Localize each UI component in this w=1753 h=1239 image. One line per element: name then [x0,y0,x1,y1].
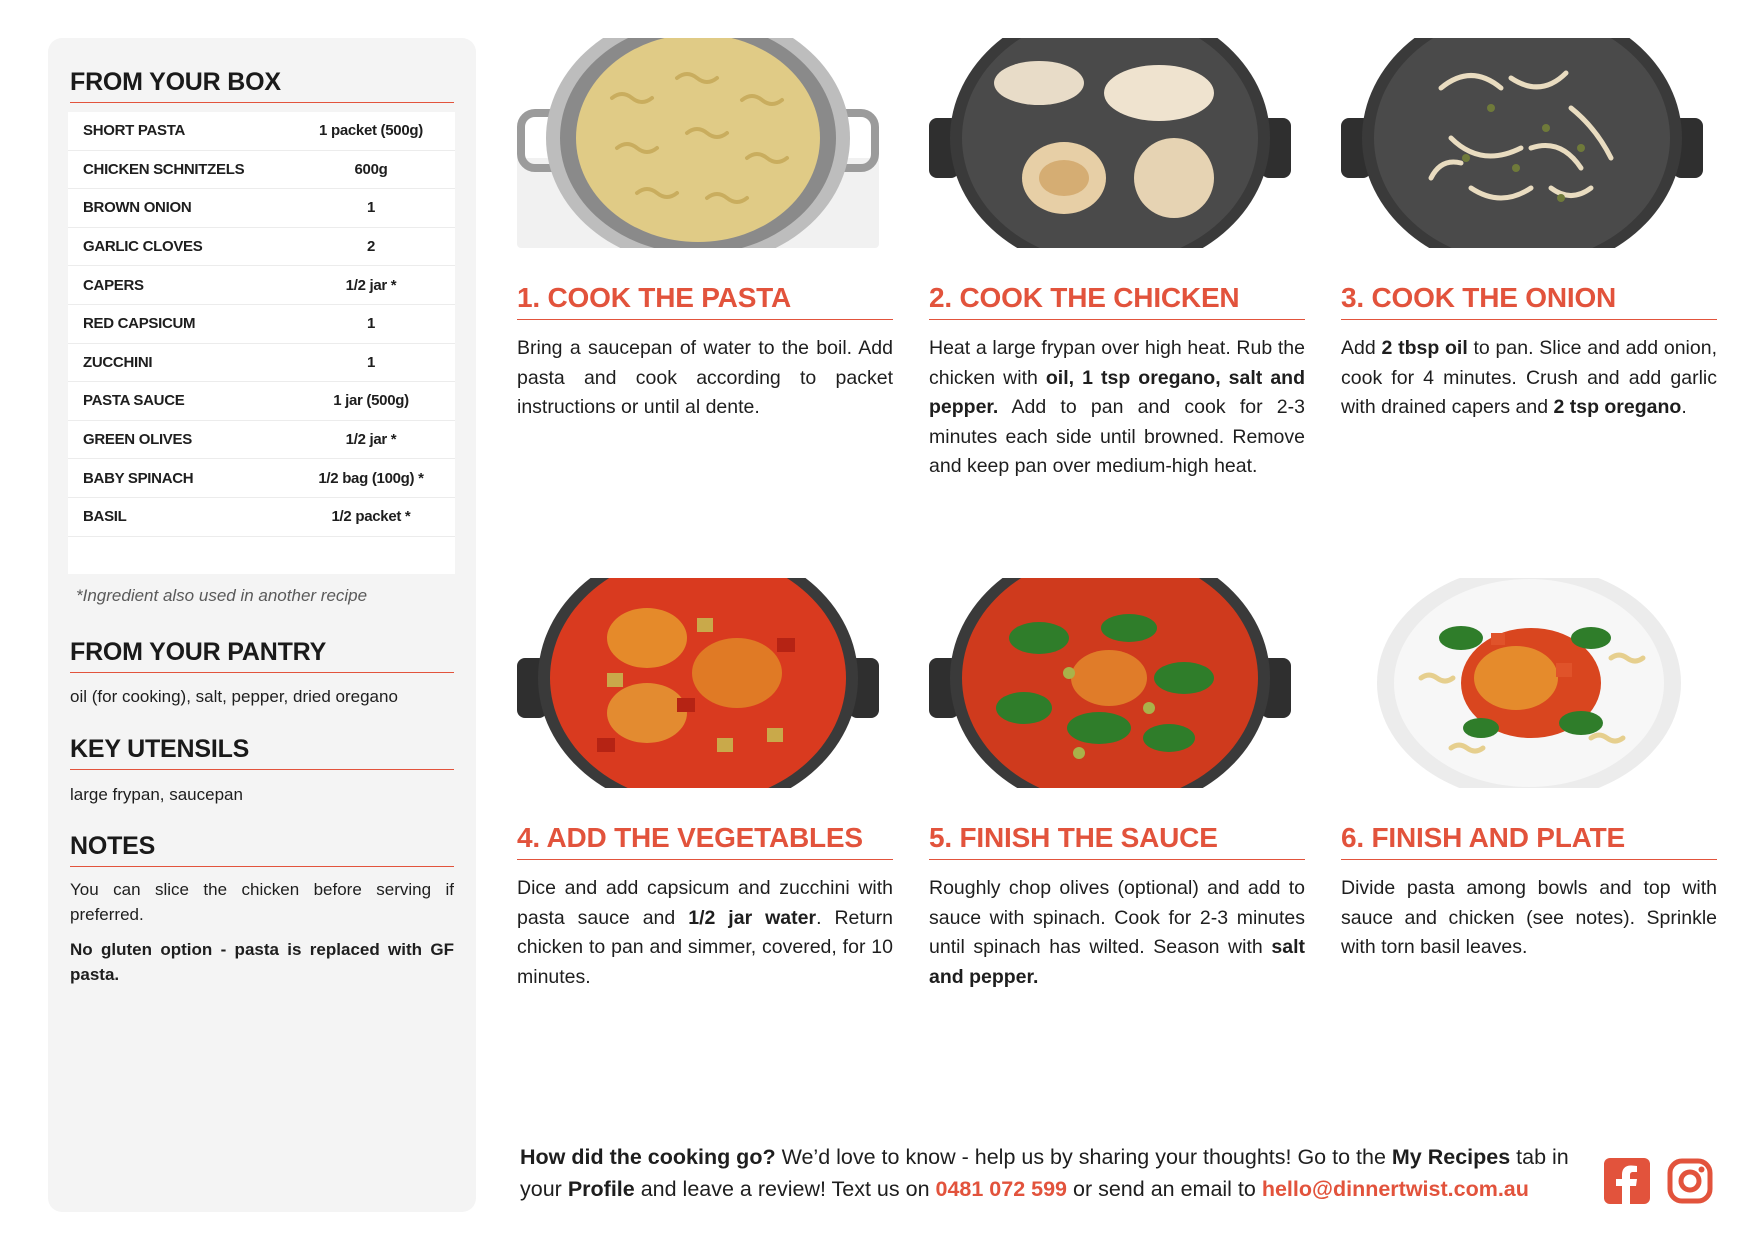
feedback-question: How did the cooking go? [520,1145,776,1169]
from-your-pantry-title: FROM YOUR PANTRY [70,638,454,673]
step-2-title: 2. COOK THE CHICKEN [929,282,1305,320]
step-6-text: Divide pasta among bowls and top with sauce and chicken (see notes). Sprinkle with torn basil leaves. [1341,877,1717,958]
ingredient-name: CHICKEN SCHNITZELS [83,160,245,178]
ingredient-row [68,305,455,344]
step-1-title: 1. COOK THE PASTA [517,282,893,320]
ingredient-row [68,266,455,305]
ingredient-name: ZUCCHINI [83,353,153,371]
ingredient-row [68,112,455,151]
onion-frypan-photo [1341,38,1703,248]
ingredients-panel [48,38,476,1212]
step-6-image [1341,578,1703,788]
ingredient-name: GREEN OLIVES [83,431,192,449]
ingredient-qty: 1/2 jar * [345,431,397,449]
step-1 [517,38,893,423]
ingredient-name: BASIL [83,508,127,526]
facebook-icon[interactable] [1604,1158,1650,1204]
profile-link: Profile [567,1176,635,1201]
notes-title: NOTES [70,832,454,867]
spinach-sauce-photo [929,578,1291,788]
step-1-image [517,38,879,248]
feedback-footer: How did the cooking go? We’d love to know - help us by sharing your thoughts! Go to the My Recipes tab in your Profile and leave a review! Text us on 0481 072 599 or send an email to hello@dinnertwist.com.au [520,1145,1569,1201]
ingredient-qty: 600g [354,160,388,178]
ingredient-row [68,498,455,537]
ingredient-name: GARLIC CLOVES [83,238,203,256]
ingredient-qty: 1/2 packet * [331,508,411,526]
ingredient-name: PASTA SAUCE [83,392,185,410]
step-2-image [929,38,1291,248]
ingredient-qty: 1 [366,353,376,371]
step-4-image [517,578,879,788]
step-3-title: 3. COOK THE ONION [1341,282,1717,320]
ingredient-qty: 1 [366,199,376,217]
key-utensils-title: KEY UTENSILS [70,735,454,770]
ingredients-table [68,112,455,574]
step-1-text: Bring a saucepan of water to the boil. Add pasta and cook according to packet instructions or until al dente. [517,337,893,418]
ingredient-row [68,459,455,498]
ingredient-row [68,382,455,421]
my-recipes-link: My Recipes [1391,1145,1511,1169]
ingredient-row [68,189,455,228]
ingredient-qty: 1/2 bag (100g) * [318,469,424,487]
step-3 [1341,38,1717,423]
step-5-title: 5. FINISH THE SAUCE [929,822,1305,860]
step-5 [929,578,1305,992]
step-4-title: 4. ADD THE VEGETABLES [517,822,893,860]
email-link[interactable]: hello@dinnertwist.com.au [1261,1176,1529,1201]
step-2-text: Heat a large frypan over high heat. Rub the chicken with oil, 1 tsp oregano, salt and pepper. Add to pan and cook for 2-3 minutes each side until browned. Remove and keep pan over medium-high heat. [929,337,1305,477]
pasta-pot-photo [517,38,879,248]
utensils-text: large frypan, saucepan [70,785,243,804]
ingredient-row [68,421,455,460]
ingredient-qty: 1 [366,315,376,333]
ingredient-name: BABY SPINACH [83,469,194,487]
vegetables-sauce-photo [517,578,879,788]
chicken-frypan-photo [929,38,1291,248]
step-5-text: Roughly chop olives (optional) and add to sauce with spinach. Cook for 2-3 minutes until spinach has wilted. Season with salt and pepper. [929,877,1305,988]
step-3-image [1341,38,1703,248]
ingredient-row [68,344,455,383]
notes-gluten-option: No gluten option - pasta is replaced with GF pasta. [70,940,454,984]
step-3-text: Add 2 tbsp oil to pan. Slice and add onion, cook for 4 minutes. Crush and add garlic with drained capers and 2 tsp oregano. [1341,337,1717,418]
plated-dish-photo [1341,578,1703,788]
ingredient-qty: 2 [366,238,376,256]
ingredient-name: CAPERS [83,276,144,294]
phone-number[interactable]: 0481 072 599 [935,1176,1068,1201]
step-4-text: Dice and add capsicum and zucchini with pasta sauce and 1/2 jar water. Return chicken to pan and simmer, covered, for 10 minutes. [517,877,894,988]
step-5-image [929,578,1291,788]
ingredient-qty: 1 packet (500g) [319,122,423,140]
ingredient-name: SHORT PASTA [83,122,185,140]
from-your-box-title: FROM YOUR BOX [70,68,454,103]
ingredient-qty: 1 jar (500g) [333,392,409,410]
ingredient-name: BROWN ONION [83,199,192,217]
step-4 [517,578,893,992]
notes-text: You can slice the chicken before serving if preferred. [70,880,454,924]
step-6-title: 6. FINISH AND PLATE [1341,822,1717,860]
pantry-text: oil (for cooking), salt, pepper, dried oregano [70,687,398,706]
step-2 [929,38,1305,482]
step-6 [1341,578,1717,963]
ingredient-row [68,228,455,267]
ingredient-qty: 1/2 jar * [345,276,397,294]
instagram-icon[interactable] [1667,1158,1713,1204]
ingredient-row [68,151,455,190]
ingredient-footnote: *Ingredient also used in another recipe [76,586,368,605]
ingredient-name: RED CAPSICUM [83,315,196,333]
